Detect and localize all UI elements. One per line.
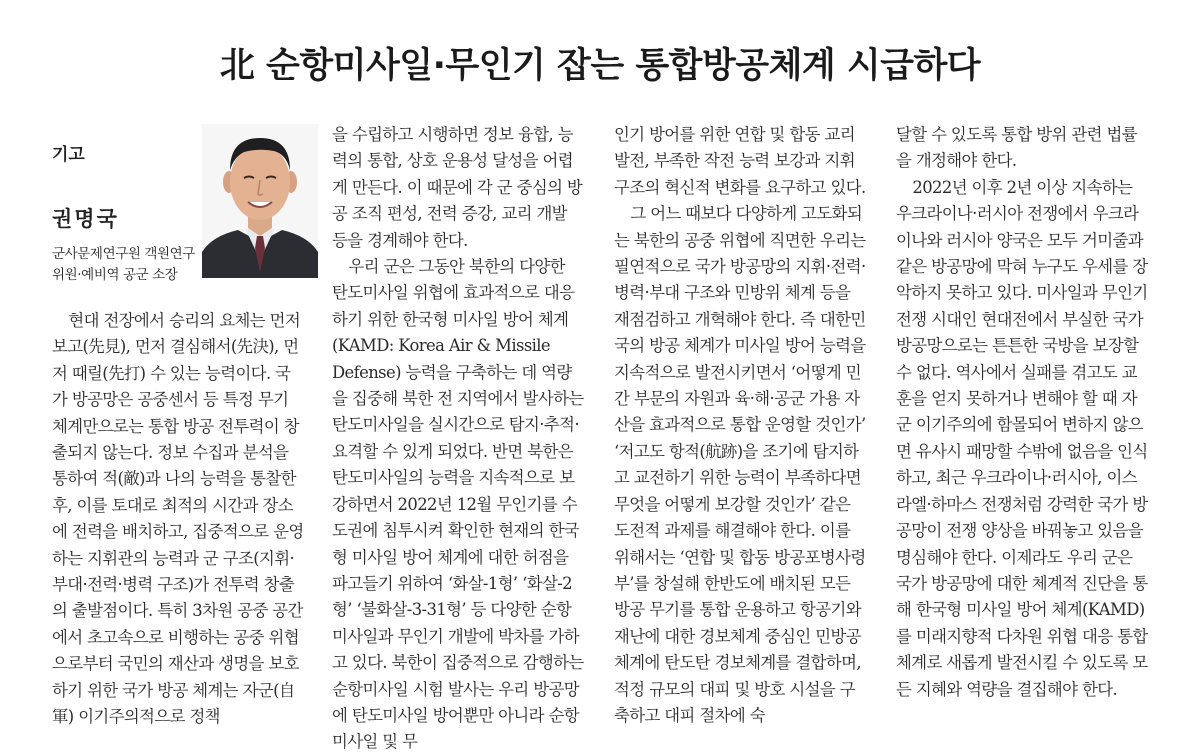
- author-name: 권명국: [52, 207, 119, 231]
- section-tag: 기고: [52, 145, 85, 165]
- body-continuation: 을 수립하고 시행하면 정보 융합, 능력의 통합, 상호 운용성 달성을 어렵게 만든다. 이 때문에 각 군 중심의 방공 조직 편성, 전력 증강, 교리 개발 등을 경계해야 한다.: [332, 125, 583, 250]
- article-column-2: [332, 122, 584, 756]
- author-portrait: [202, 124, 318, 278]
- headline: 北 순항미사일·무인기 잡는 통합방공체계 시급하다: [219, 46, 981, 86]
- body-paragraph: 우리 군은 그동안 북한의 다양한 탄도미사일 위협에 효과적으로 대응하기 위한 한국형 미사일 방어 체계(KAMD: Korea Air & Missile Defense) 능력을 구축하는 데 역량을 집중해 북한 전 지역에서 발사하는 탄도미사일을 실시간으로 탐지·추적·요격할 수 있게 되었다. 반면 북한은 탄도미사일의 능력을 지속적으로 보강하면서 2022년 12월 무인기를 수도권에 침투시켜 확인한 현재의 한국형 미사일 방어 체계에 대한 허점을 파고들기 위하여 ‘화살-1형’ ‘화살-2형’ ‘불화살-3-31형’ 등 다양한 순항미사일과 무인기 개발에 박차를 가하고 있다. 북한이 집중적으로 감행하는 순항미사일 시험 발사는 우리 방공망에 탄도미사일 방어뿐만 아니라 순항미사일 및 무: [332, 257, 584, 752]
- body-continuation: 인기 방어를 위한 연합 및 합동 교리 발전, 부족한 작전 능력 보강과 지휘 구조의 혁신적 변화를 요구하고 있다.: [614, 125, 866, 197]
- article-column-4: [896, 122, 1148, 703]
- author-title: 군사문제연구원 객원연구 위원·예비역 공군 소장: [52, 246, 195, 283]
- body-paragraph: 2022년 이후 2년 이상 지속하는 우크라이나·러시아 전쟁에서 우크라이나와 러시아 양국은 모두 거미줄과 같은 방공망에 막혀 누구도 우세를 장악하지 못하고 있다. 미사일과 무인기 전쟁 시대인 현대전에서 부실한 국가 방공망으로는 튼튼한 국방을 보장할 수 없다. 역사에서 실패를 겪고도 교훈을 얻지 못하거나 변해야 할 때 자군 이기주의에 함몰되어 변하지 않으면 유사시 패망할 수밖에 없음을 인식하고, 최근 우크라이나·러시아, 이스라엘·하마스 전쟁처럼 강력한 국가 방공망이 전쟁 양상을 바꿔놓고 있음을 명심해야 한다. 이제라도 우리 군은 국가 방공망에 대한 체계적 진단을 통해 한국형 미사일 방어 체계(KAMD)를 미래지향적 다차원 위협 대응 통합 체계로 새롭게 발전시킬 수 있도록 모든 지혜와 역량을 결집해야 한다.: [896, 177, 1148, 699]
- article-column-3: [614, 122, 866, 729]
- body-paragraph: 그 어느 때보다 다양하게 고도화되는 북한의 공중 위협에 직면한 우리는 필연적으로 국가 방공망의 지휘·전력·병력·부대 구조와 민방위 체계 등을 재점검하고 개혁해야 한다. 즉 대한민국의 방공 체계가 미사일 방어 능력을 지속적으로 발전시키면서 ‘어떻게 민간 부문의 자원과 육·해·공군 가용 자산을 효과적으로 통합 운영할 것인가’ ‘저고도 항적(航跡)을 조기에 탐지하고 교전하기 위한 능력이 부족하다면 무엇을 어떻게 보강할 것인가’ 같은 도전적 과제를 해결해야 한다. 이를 위해서는 ‘연합 및 합동 방공포병사령부’를 창설해 한반도에 배치된 모든 방공 무기를 통합 운용하고 항공기와 재난에 대한 경보체계 중심인 민방공 체계에 탄도탄 경보체계를 결합하며, 적정 규모의 대피 및 방호 시설을 구축하고 대피 절차에 숙: [614, 204, 866, 725]
- article-column-1: [52, 308, 304, 731]
- body-paragraph: 현대 전장에서 승리의 요체는 먼저 보고(先見), 먼저 결심해서(先決), 먼저 때릴(先打) 수 있는 능력이다. 국가 방공망은 공중센서 등 특정 무기 체계만으로는 통합 방공 전투력이 창출되지 않는다. 정보 수집과 분석을 통하여 적(敵)과 나의 능력을 통찰한 후, 이를 토대로 최적의 시간과 장소에 전력을 배치하고, 집중적으로 운영하는 지휘관의 능력과 군 구조(지휘·부대·전력·병력 구조)가 전투력 창출의 출발점이다. 특히 3차원 공중 공간에서 초고속으로 비행하는 공중 위협으로부터 국민의 재산과 생명을 보호하기 위한 국가 방공 체계는 자군(自軍) 이기주의적으로 정책: [52, 311, 304, 727]
- author-portrait-drawing: [202, 124, 318, 278]
- body-continuation: 달할 수 있도록 통합 방위 관련 법률을 개정해야 한다.: [896, 125, 1137, 171]
